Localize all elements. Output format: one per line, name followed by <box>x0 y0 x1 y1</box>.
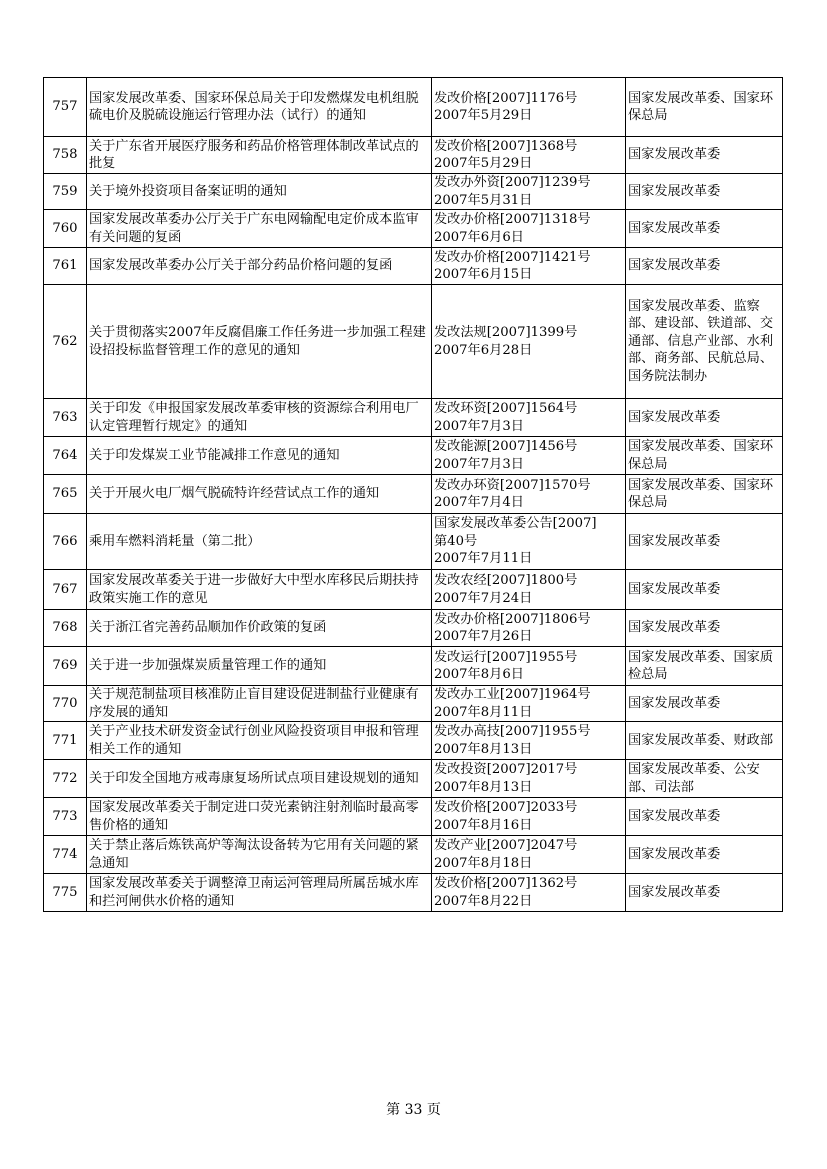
table-row <box>44 798 783 836</box>
issuing-authority: 国家发展改革委 <box>626 874 783 912</box>
issuing-authority: 国家发展改革委 <box>626 399 783 437</box>
table-row <box>44 248 783 285</box>
row-number: 769 <box>44 647 87 686</box>
table-row <box>44 610 783 647</box>
issue-date: 2007年7月26日 <box>434 629 533 644</box>
document-title: 关于规范制盐项目核准防止盲目建设促进制盐行业健康有序发展的通知 <box>87 686 432 722</box>
issue-date: 2007年6月6日 <box>434 229 524 245</box>
document-reference <box>432 475 626 514</box>
issue-date: 2007年5月29日 <box>434 156 533 171</box>
row-number: 773 <box>44 798 87 836</box>
issuing-authority: 国家发展改革委 <box>626 570 783 610</box>
document-title: 国家发展改革委、国家环保总局关于印发燃煤发电机组脱硫电价及脱硫设施运行管理办法（试行）的通知 <box>87 78 432 137</box>
row-number: 763 <box>44 399 87 437</box>
document-reference <box>432 874 626 912</box>
table-row <box>44 836 783 874</box>
row-number: 772 <box>44 760 87 798</box>
table-row <box>44 174 783 210</box>
issue-date: 2007年5月31日 <box>434 192 533 208</box>
document-reference <box>432 686 626 722</box>
document-reference <box>432 437 626 475</box>
issue-date: 2007年6月15日 <box>434 267 533 282</box>
row-number: 762 <box>44 285 87 399</box>
document-title: 关于产业技术研发资金试行创业风险投资项目申报和管理相关工作的通知 <box>87 722 432 760</box>
document-reference <box>432 798 626 836</box>
row-number: 757 <box>44 78 87 137</box>
table-row <box>44 514 783 570</box>
reference-number: 发改运行[2007]1955号 <box>434 649 578 665</box>
document-reference <box>432 570 626 610</box>
issue-date: 2007年8月13日 <box>434 779 533 795</box>
reference-number: 发改办外资[2007]1239号 <box>434 175 591 190</box>
issuing-authority: 国家发展改革委 <box>626 137 783 174</box>
issuing-authority: 国家发展改革委、国家质检总局 <box>626 647 783 686</box>
reference-number: 第40号 <box>434 533 478 549</box>
reference-number: 发改价格[2007]1176号 <box>434 90 578 106</box>
document-title: 关于禁止落后炼铁高炉等淘汰设备转为它用有关问题的紧急通知 <box>87 836 432 874</box>
document-reference <box>432 399 626 437</box>
table-row <box>44 647 783 686</box>
row-number: 771 <box>44 722 87 760</box>
document-reference <box>432 248 626 285</box>
row-number: 766 <box>44 514 87 570</box>
issue-date: 2007年8月16日 <box>434 817 533 833</box>
reference-number: 发改环资[2007]1564号 <box>434 401 578 416</box>
document-reference <box>432 836 626 874</box>
issue-date: 2007年8月22日 <box>434 893 533 909</box>
document-table <box>43 77 783 912</box>
row-number: 768 <box>44 610 87 647</box>
row-number: 758 <box>44 137 87 174</box>
document-title: 关于进一步加强煤炭质量管理工作的通知 <box>87 647 432 686</box>
reference-number: 发改能源[2007]1456号 <box>434 439 578 454</box>
document-title: 关于广东省开展医疗服务和药品价格管理体制改革试点的批复 <box>87 137 432 174</box>
document-reference <box>432 78 626 137</box>
issue-date: 2007年8月13日 <box>434 741 533 757</box>
document-title: 国家发展改革委关于进一步做好大中型水库移民后期扶持政策实施工作的意见 <box>87 570 432 610</box>
reference-number: 发改法规[2007]1399号 <box>434 325 578 340</box>
reference-number: 发改价格[2007]1368号 <box>434 138 578 154</box>
table-row <box>44 475 783 514</box>
issuing-authority: 国家发展改革委、国家环保总局 <box>626 437 783 475</box>
issuing-authority: 国家发展改革委 <box>626 514 783 570</box>
issuing-authority: 国家发展改革委、国家环保总局 <box>626 78 783 137</box>
table-body <box>44 78 783 912</box>
issuing-authority: 国家发展改革委、国家环保总局 <box>626 475 783 514</box>
issuing-authority: 国家发展改革委 <box>626 798 783 836</box>
row-number: 767 <box>44 570 87 610</box>
reference-number: 发改产业[2007]2047号 <box>434 838 578 853</box>
issuing-authority: 国家发展改革委、公安部、司法部 <box>626 760 783 798</box>
reference-number: 发改办价格[2007]1806号 <box>434 611 591 627</box>
reference-number: 发改价格[2007]2033号 <box>434 800 578 815</box>
issuing-authority: 国家发展改革委 <box>626 686 783 722</box>
document-reference <box>432 285 626 399</box>
row-number: 775 <box>44 874 87 912</box>
document-title: 国家发展改革委办公厅关于部分药品价格问题的复函 <box>87 248 432 285</box>
issuing-authority: 国家发展改革委 <box>626 210 783 248</box>
row-number: 770 <box>44 686 87 722</box>
issuing-authority: 国家发展改革委、监察部、建设部、铁道部、交通部、信息产业部、水利部、商务部、民航总局、国务院法制办 <box>626 285 783 399</box>
reference-number: 发改办环资[2007]1570号 <box>434 477 591 493</box>
table-row <box>44 874 783 912</box>
reference-number: 国家发展改革委公告[2007] <box>434 516 597 532</box>
table-row <box>44 437 783 475</box>
document-reference <box>432 174 626 210</box>
row-number: 774 <box>44 836 87 874</box>
document-title: 乘用车燃料消耗量（第二批） <box>87 514 432 570</box>
page-number: 第 33 页 <box>386 1102 441 1118</box>
document-title: 关于贯彻落实2007年反腐倡廉工作任务进一步加强工程建设招投标监督管理工作的意见的通知 <box>87 285 432 399</box>
issuing-authority: 国家发展改革委、财政部 <box>626 722 783 760</box>
issue-date: 2007年5月29日 <box>434 108 533 123</box>
issue-date: 2007年7月3日 <box>434 418 524 434</box>
document-reference <box>432 137 626 174</box>
table-row <box>44 570 783 610</box>
document-title: 关于印发全国地方戒毒康复场所试点项目建设规划的通知 <box>87 760 432 798</box>
document-reference <box>432 722 626 760</box>
issue-date: 2007年8月18日 <box>434 855 533 871</box>
issuing-authority: 国家发展改革委 <box>626 174 783 210</box>
document-reference <box>432 647 626 686</box>
reference-number: 发改办工业[2007]1964号 <box>434 687 591 702</box>
issue-date: 2007年7月24日 <box>434 590 533 606</box>
document-reference <box>432 210 626 248</box>
document-title: 关于浙江省完善药品顺加作价政策的复函 <box>87 610 432 647</box>
table-row <box>44 760 783 798</box>
document-reference <box>432 760 626 798</box>
issuing-authority: 国家发展改革委 <box>626 610 783 647</box>
document-title: 国家发展改革委关于调整漳卫南运河管理局所属岳城水库和拦河闸供水价格的通知 <box>87 874 432 912</box>
issue-date: 2007年7月3日 <box>434 456 524 472</box>
document-title: 关于境外投资项目备案证明的通知 <box>87 174 432 210</box>
issue-date: 2007年7月11日 <box>434 551 533 567</box>
reference-number: 发改投资[2007]2017号 <box>434 762 578 777</box>
reference-number: 发改农经[2007]1800号 <box>434 573 578 588</box>
issue-date: 2007年8月11日 <box>434 704 533 720</box>
document-title: 关于开展火电厂烟气脱硫特许经营试点工作的通知 <box>87 475 432 514</box>
document-title: 关于印发煤炭工业节能减排工作意见的通知 <box>87 437 432 475</box>
reference-number: 发改办高技[2007]1955号 <box>434 724 591 739</box>
row-number: 759 <box>44 174 87 210</box>
document-title: 国家发展改革委办公厅关于广东电网输配电定价成本监审有关问题的复函 <box>87 210 432 248</box>
document-title: 国家发展改革委关于制定进口荧光素钠注射剂临时最高零售价格的通知 <box>87 798 432 836</box>
reference-number: 发改办价格[2007]1421号 <box>434 249 591 265</box>
table-row <box>44 285 783 399</box>
row-number: 765 <box>44 475 87 514</box>
document-title: 关于印发《申报国家发展改革委审核的资源综合利用电厂认定管理暂行规定》的通知 <box>87 399 432 437</box>
reference-number: 发改办价格[2007]1318号 <box>434 212 591 227</box>
table-row <box>44 722 783 760</box>
table-row <box>44 210 783 248</box>
table-row <box>44 137 783 174</box>
table-row <box>44 686 783 722</box>
issue-date: 2007年7月4日 <box>434 495 524 510</box>
table-row <box>44 399 783 437</box>
issue-date: 2007年8月6日 <box>434 667 524 682</box>
row-number: 764 <box>44 437 87 475</box>
row-number: 761 <box>44 248 87 285</box>
table-row <box>44 78 783 137</box>
document-reference <box>432 610 626 647</box>
reference-number: 发改价格[2007]1362号 <box>434 876 578 891</box>
issuing-authority: 国家发展改革委 <box>626 836 783 874</box>
document-reference <box>432 514 626 570</box>
issue-date: 2007年6月28日 <box>434 342 533 358</box>
issuing-authority: 国家发展改革委 <box>626 248 783 285</box>
row-number: 760 <box>44 210 87 248</box>
page-footer <box>0 1099 827 1119</box>
